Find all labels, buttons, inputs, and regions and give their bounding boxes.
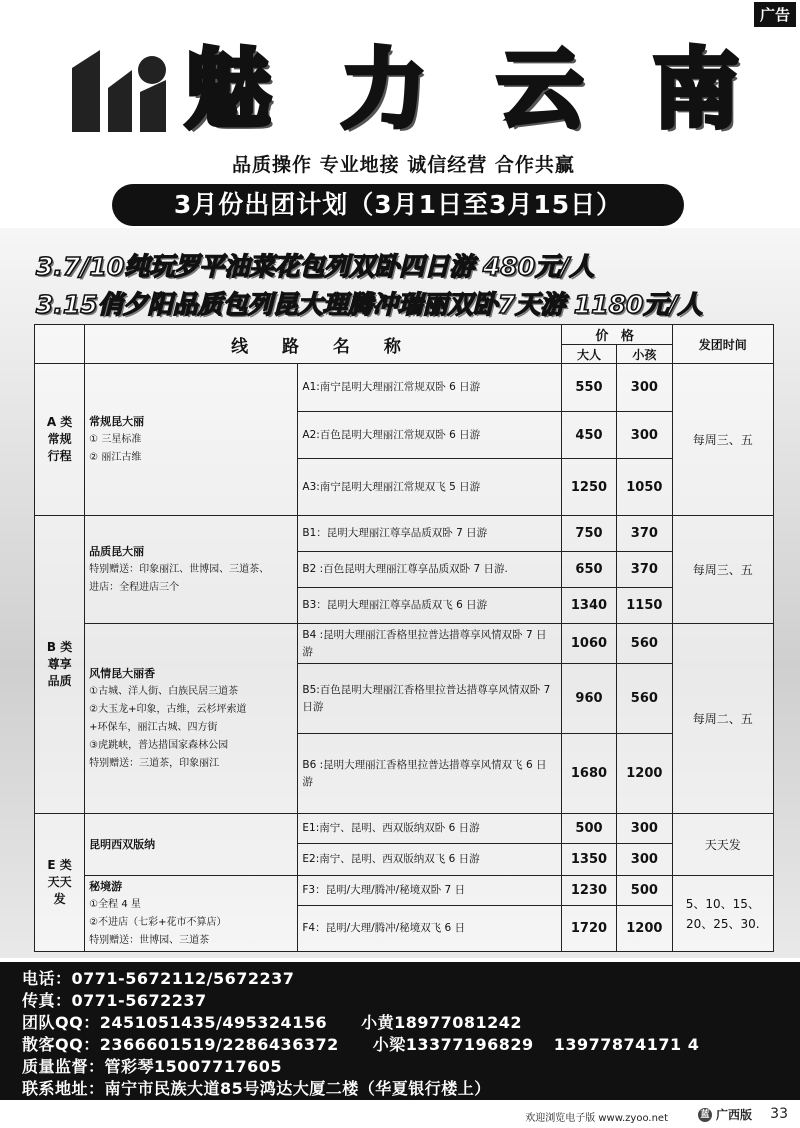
category-label: 常规 xyxy=(47,432,72,446)
supervisor[interactable]: 管彩琴15007717605 xyxy=(104,1057,282,1076)
advertisement-tag: 广告 xyxy=(754,2,796,27)
group-line: 特别赠送：三道茶，印象丽江 xyxy=(89,757,220,769)
brand-char: 南 xyxy=(653,40,745,140)
price-child: 560 xyxy=(617,664,672,734)
edition-label xyxy=(698,1106,752,1123)
price-child: 300 xyxy=(617,412,672,459)
retail-contact[interactable]: 小梁13377196829 xyxy=(372,1035,534,1054)
contact-footer xyxy=(0,962,800,1100)
route-name: B5:百色昆明大理丽江香格里拉普达措尊享风情双卧 7 日游 xyxy=(298,664,561,734)
price-adult: 1060 xyxy=(561,624,616,664)
departure-line: 20、25、30. xyxy=(685,916,760,931)
table-header-row xyxy=(35,325,774,345)
category-label: A 类 xyxy=(46,415,73,429)
price-adult: 650 xyxy=(561,552,616,588)
price-adult: 1720 xyxy=(561,906,616,952)
price-child: 1200 xyxy=(617,906,672,952)
group-title: 品质昆大丽 xyxy=(89,544,145,558)
departure-b1: 每周三、五 xyxy=(672,516,773,624)
price-adult: 960 xyxy=(561,664,616,734)
fax-label: 传真： xyxy=(22,991,72,1010)
header-departure: 发团时间 xyxy=(672,325,773,364)
route-name: B3：昆明大理丽江尊享品质双飞 6 日游 xyxy=(298,588,561,624)
header-adult: 大人 xyxy=(561,345,616,364)
group-line: 特别赠送：印象丽江、世博园、三道茶、 xyxy=(89,563,270,575)
departure-line: 5、10、15、 xyxy=(685,896,760,911)
fax-number: 0771-5672237 xyxy=(71,991,207,1010)
route-name: F3：昆明/大理/腾冲/秘境双卧 7 日 xyxy=(298,876,561,906)
team-qq: 2451051435/495324156 xyxy=(99,1013,328,1032)
category-b xyxy=(35,516,85,814)
price-adult: 450 xyxy=(561,412,616,459)
route-name: B6 :昆明大理丽江香格里拉普达措尊享风情双飞 6 日游 xyxy=(298,734,561,814)
price-child: 1200 xyxy=(617,734,672,814)
bottom-strip xyxy=(0,1100,800,1128)
route-name: A1:南宁昆明大理丽江常规双卧 6 日游 xyxy=(298,364,561,412)
price-adult: 550 xyxy=(561,364,616,412)
brand-char: 力 xyxy=(341,40,433,140)
phone-line xyxy=(22,966,294,989)
group-title: 昆明西双版纳 xyxy=(89,837,156,851)
table-row xyxy=(35,364,774,412)
retail-qq: 2366601519/2286436372 xyxy=(99,1035,339,1054)
price-child: 1050 xyxy=(617,459,672,516)
edition-badge-icon: 蓝 xyxy=(698,1108,712,1122)
team-contact[interactable]: 小黄18977081242 xyxy=(361,1013,523,1032)
price-child: 370 xyxy=(617,552,672,588)
category-e xyxy=(35,814,85,952)
price-adult: 500 xyxy=(561,814,616,844)
group-line: ①全程 4 星 xyxy=(89,898,141,910)
group-b2 xyxy=(85,624,298,814)
group-line: ① 三星标准 xyxy=(89,433,142,445)
route-name: A3:南宁昆明大理丽江常规双飞 5 日游 xyxy=(298,459,561,516)
group-title: 常规昆大丽 xyxy=(89,414,145,428)
site-note[interactable]: 欢迎浏览电子版 www.zyoo.net xyxy=(525,1113,668,1124)
category-label: 天天 xyxy=(47,875,72,889)
brand-title xyxy=(185,40,745,140)
group-b1 xyxy=(85,516,298,624)
team-qq-label: 团队QQ： xyxy=(22,1013,100,1032)
route-name: B4 :昆明大理丽江香格里拉普达措尊享风情双卧 7 日游 xyxy=(298,624,561,664)
group-line: +环保车，丽江古城、四方街 xyxy=(89,721,218,733)
price-adult: 1350 xyxy=(561,844,616,876)
departure-e1: 天天发 xyxy=(672,814,773,876)
retail-contact-2[interactable]: 13977874171 4 xyxy=(553,1035,700,1054)
retail-qq-line xyxy=(22,1032,699,1055)
fax-line xyxy=(22,988,207,1011)
retail-qq-label: 散客QQ： xyxy=(22,1035,100,1054)
group-line: 进店：全程进店三个 xyxy=(89,581,180,593)
brand-logo-icon xyxy=(70,48,170,134)
group-e2 xyxy=(85,876,298,952)
route-name: A2:百色昆明大理丽江常规双卧 6 日游 xyxy=(298,412,561,459)
departure-e2 xyxy=(672,876,773,952)
route-name: B1：昆明大理丽江尊享品质双卧 7 日游 xyxy=(298,516,561,552)
price-child: 560 xyxy=(617,624,672,664)
promo-line: 3.15俏夕阳品质包列昆大理腾冲瑞丽双卧7天游 1180元/人 xyxy=(36,290,703,319)
price-child: 300 xyxy=(617,364,672,412)
group-e1 xyxy=(85,814,298,876)
phone-label: 电话： xyxy=(22,969,72,988)
header-price: 价 格 xyxy=(561,325,672,345)
price-adult: 750 xyxy=(561,516,616,552)
category-label: 尊享 xyxy=(47,657,72,671)
price-adult: 1250 xyxy=(561,459,616,516)
group-line: ③虎跳峡，普达措国家森林公园 xyxy=(89,739,229,751)
group-line: ①古城、洋人街、白族民居三道茶 xyxy=(89,685,239,697)
category-label: 行程 xyxy=(47,449,72,463)
category-label: B 类 xyxy=(46,640,73,654)
departure-b2: 每周二、五 xyxy=(672,624,773,814)
route-table xyxy=(34,324,774,952)
route-name: E2:南宁、昆明、西双版纳双飞 6 日游 xyxy=(298,844,561,876)
phone-number[interactable]: 0771-5672112/5672237 xyxy=(71,969,295,988)
group-line: ②大玉龙+印象，古维，云杉坪索道 xyxy=(89,703,247,715)
category-label: 发 xyxy=(53,892,66,906)
route-name: B2 :百色昆明大理丽江尊享品质双卧 7 日游. xyxy=(298,552,561,588)
category-label: 品质 xyxy=(47,674,72,688)
table-row xyxy=(35,814,774,844)
table-row xyxy=(35,516,774,552)
brand-char: 云 xyxy=(497,40,589,140)
price-adult: 1340 xyxy=(561,588,616,624)
price-adult: 1230 xyxy=(561,876,616,906)
address-line xyxy=(22,1076,491,1099)
price-child: 300 xyxy=(617,814,672,844)
supervisor-label: 质量监督： xyxy=(22,1057,105,1076)
header-route-name: 线 路 名 称 xyxy=(85,325,562,364)
address: 南宁市民族大道85号鸿达大厦二楼（华夏银行楼上） xyxy=(104,1079,491,1098)
table-row xyxy=(35,624,774,664)
route-name: E1:南宁、昆明、西双版纳双卧 6 日游 xyxy=(298,814,561,844)
promo-line: 3.7/10纯玩罗平油菜花包列双卧四日游 480元/人 xyxy=(36,252,595,281)
header-child: 小孩 xyxy=(617,345,672,364)
price-child: 500 xyxy=(617,876,672,906)
page-number: 33 xyxy=(770,1106,788,1122)
price-child: 1150 xyxy=(617,588,672,624)
price-adult: 1680 xyxy=(561,734,616,814)
price-child: 370 xyxy=(617,516,672,552)
team-qq-line xyxy=(22,1010,522,1033)
departure-a: 每周三、五 xyxy=(672,364,773,516)
group-title: 风情昆大丽香 xyxy=(89,666,156,680)
header-blank xyxy=(35,325,85,364)
route-name: F4：昆明/大理/腾冲/秘境双飞 6 日 xyxy=(298,906,561,952)
plan-title-banner: 3月份出团计划（3月1日至3月15日） xyxy=(112,184,684,226)
price-child: 300 xyxy=(617,844,672,876)
category-a xyxy=(35,364,85,516)
edition-name: 广西版 xyxy=(715,1108,752,1122)
supervisor-line xyxy=(22,1054,282,1077)
group-line: 特别赠送：世博园、三道茶 xyxy=(89,934,210,946)
brand-char: 魅 xyxy=(185,40,277,140)
group-title: 秘境游 xyxy=(89,879,123,893)
group-line: ②不进店（七彩+花市不算店） xyxy=(89,916,227,928)
table-row xyxy=(35,876,774,906)
slogan: 品质操作 专业地接 诚信经营 合作共赢 xyxy=(232,154,575,176)
group-line: ② 丽江古维 xyxy=(89,451,142,463)
category-label: E 类 xyxy=(47,858,72,872)
address-label: 联系地址： xyxy=(22,1079,105,1098)
group-a1 xyxy=(85,364,298,516)
